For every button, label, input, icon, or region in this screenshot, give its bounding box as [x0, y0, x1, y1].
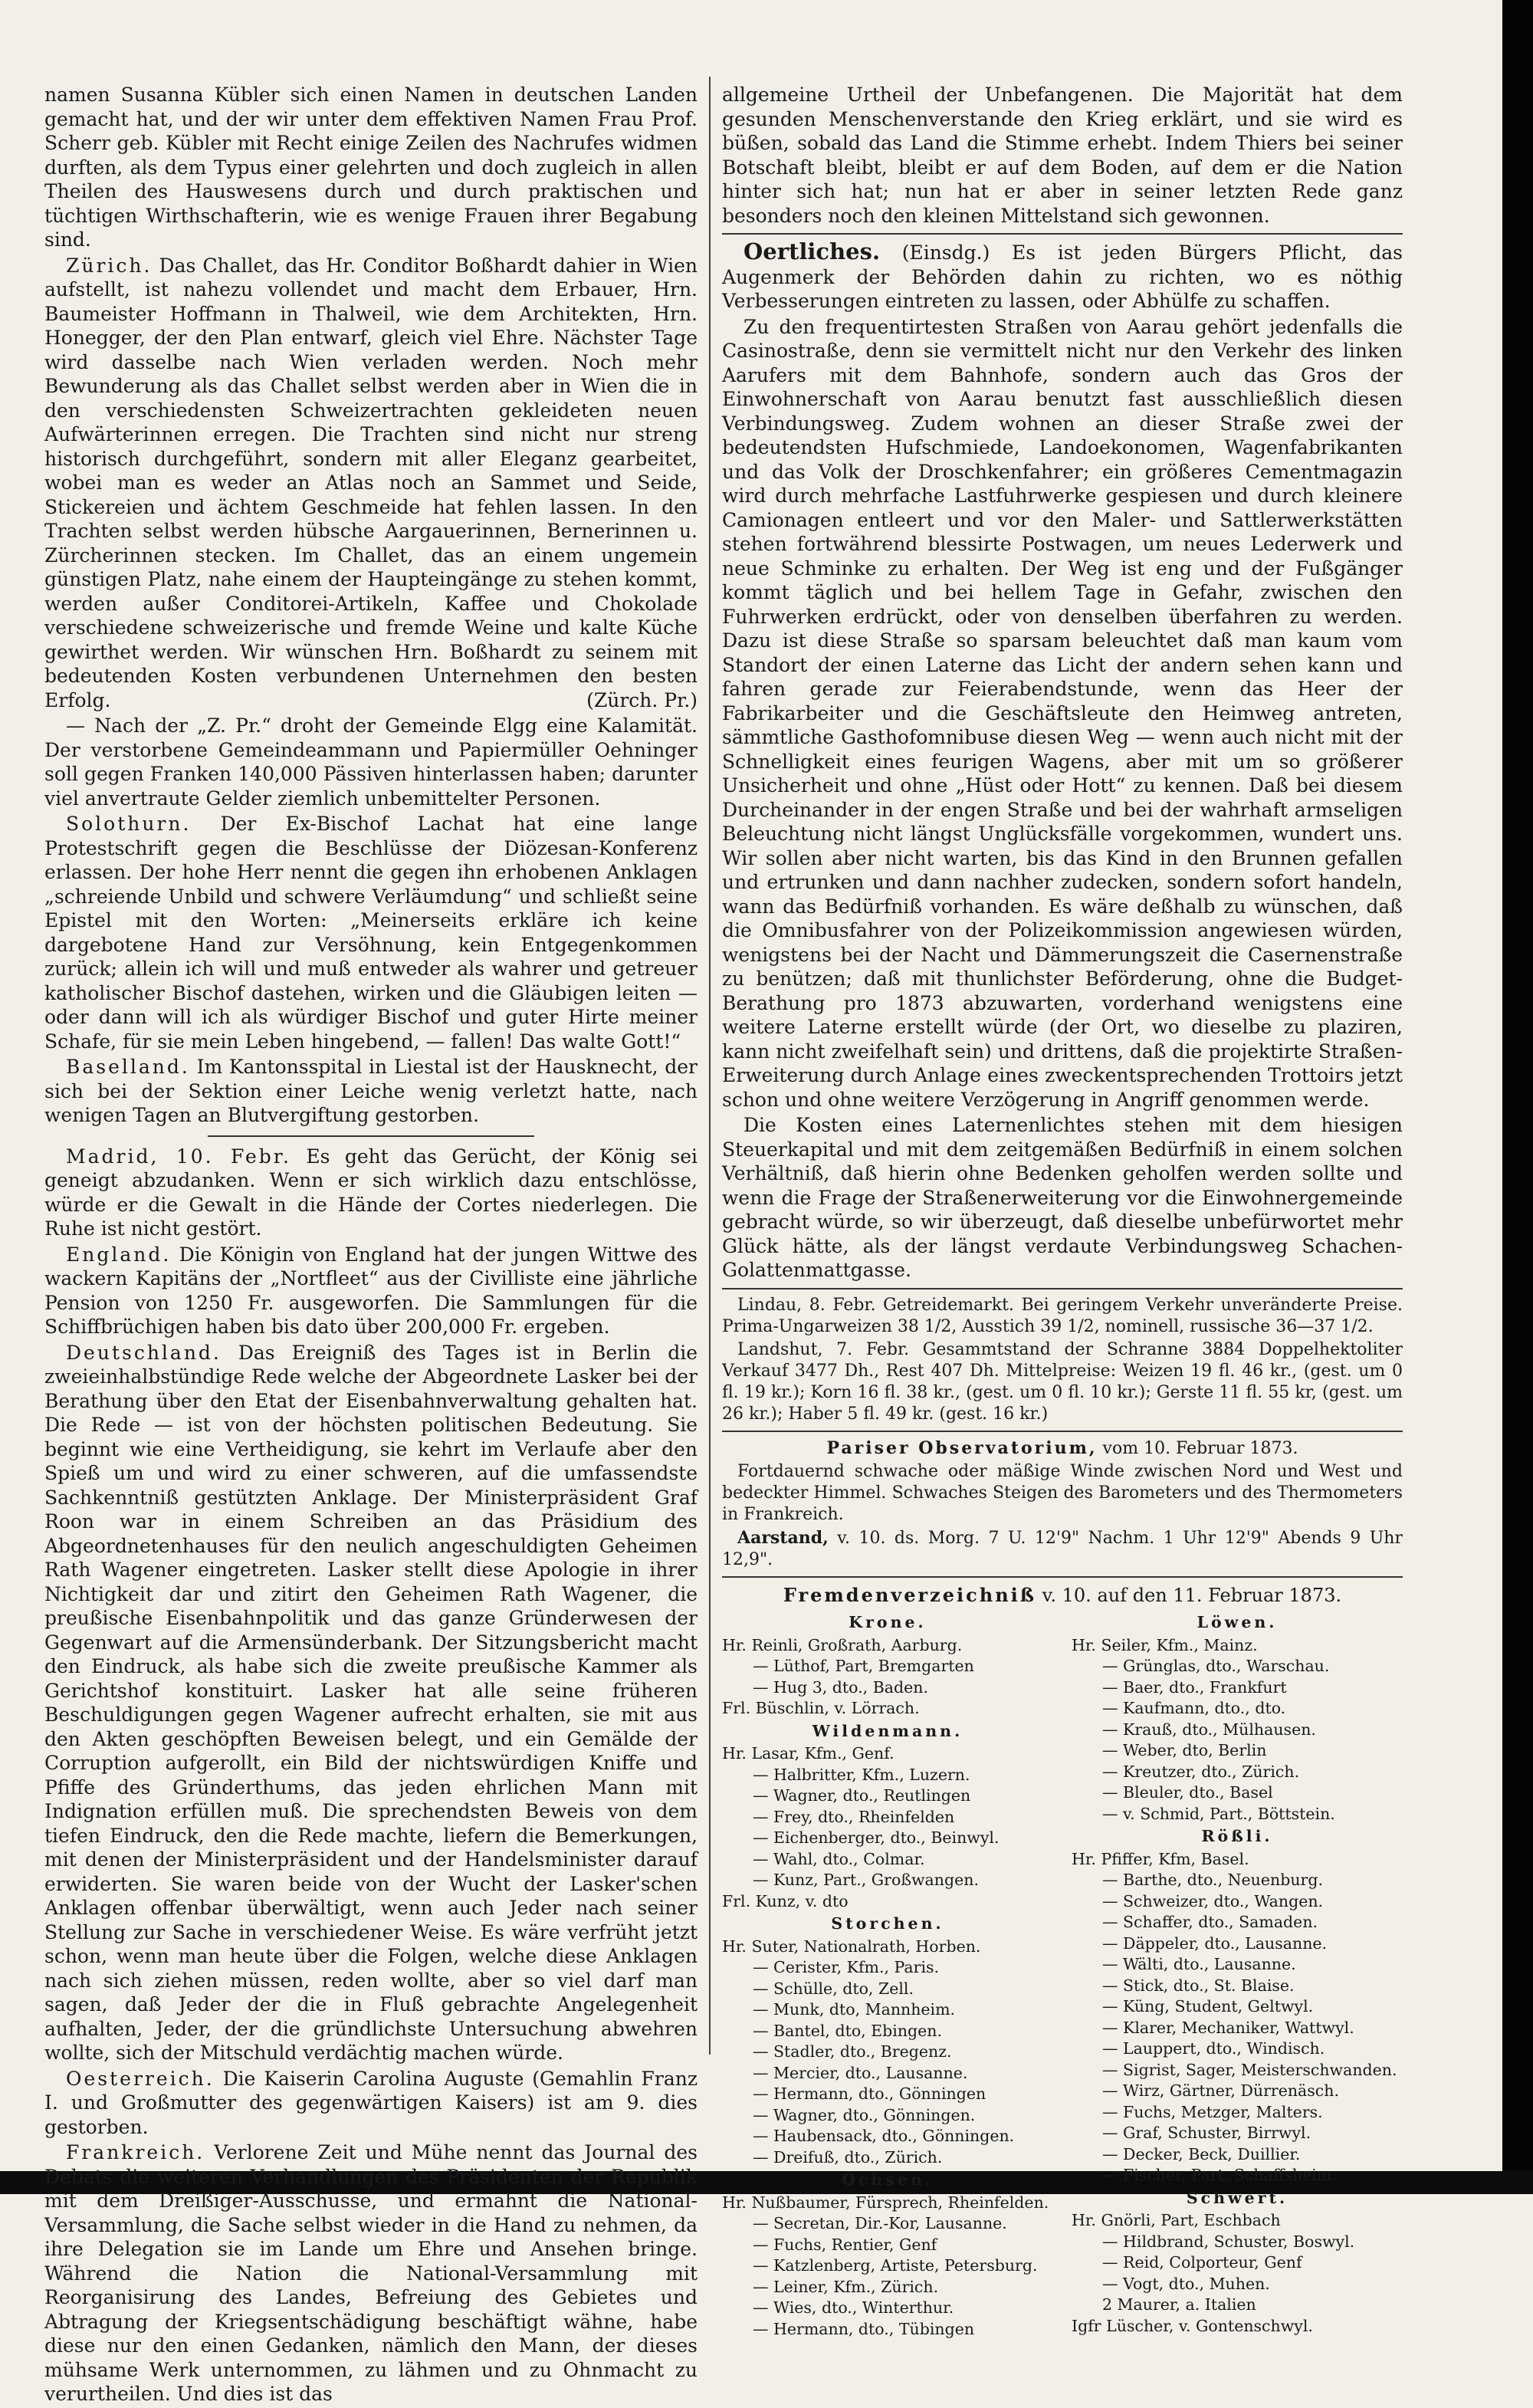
guest-entry: Hr. Lasar, Kfm., Genf. — [722, 1744, 895, 1762]
guest-entry: — Secretan, Dir.-Kor, Lausanne. — [753, 2214, 1007, 2232]
section-title-oertliches: Oertliches. — [744, 238, 881, 264]
article-frankreich: Frankreich. Verlorene Zeit und Mühe nennt das Journal des Debats die weiteren Verhandlungen des Präsidenten der Republik mit dem Dreißiger-Ausschusse, und ermahnt die National-Versammlung, die Sache selbst wieder in die Hand zu nehmen, da ihre Delegation sie im Lande um Ehre und Ansehen bringe. Während die Nation die National-Versammlung mit Reorganisirung des Landes, Befreiung des Gebietes und Abtragung der Kriegsentschädigung beschäftigt wähne, habe diese nur den einen Gedanken, nämlich den Mann, der dieses mühsame Werk unternommen, zu lähmen und zu Ohnmacht zu verurtheilen. Und dies ist das — [44, 2141, 698, 2405]
guest-entry: — Eichenberger, dto., Beinwyl. — [753, 1828, 1000, 1847]
guest-entry: — Kaufmann, dto., dto. — [1102, 1699, 1286, 1717]
dateline-england: England. — [66, 1243, 172, 1266]
guest-entry: — Decker, Beck, Duillier. — [1102, 2144, 1301, 2163]
guest-entry: — Schweizer, dto., Wangen. — [1102, 1891, 1324, 1910]
section-divider — [722, 1431, 1403, 1432]
hotel-name: Krone. — [849, 1613, 927, 1631]
guest-entry: Hr. Suter, Nationalrath, Horben. — [722, 1937, 981, 1956]
guest-entry: — Kreutzer, dto., Zürich. — [1102, 1762, 1300, 1781]
article-zurich: Zürich. Das Challet, das Hr. Conditor Boßhardt dahier in Wien aufstellt, ist nahezu vollendet und macht dem Erbauer, Hrn. Baumeister Hoffmann in Thalweil, wie dem Architekten, Hrn. Honegger, der den Plan entwarf, gleich viel Ehre. Nächster Tage wird dasselbe nach Wien verladen werden. Noch mehr Bewunderung als das Challet selbst werden aber in Wien die in den verschiedensten Schweizertrachten gekleideten neuen Aufwärterinnen erregen. Die Trachten sind nicht nur streng historisch durchgeführt, sondern mit aller Eleganz gearbeitet, wobei man es weder an Atlas noch an Sammet und Seide, Stickereien und ächtem Geschmeide hat fehlen lassen. In den Trachten selbst werden hübsche Aargauerinnen, Bernerinnen u. Zürcherinnen stecken. Im Challet, das an einem ungemein günstigen Platz, nahe einem der Haupteingänge zu stehen kommt, werden außer Conditorei-Artikeln, Kaffee und Chokolade verschiedene schweizerische und fremde Weine und kalte Küche gewirthet werden. Wir wünschen Hrn. Boßhardt zu seinem mit bedeutenden Kosten verbundenen Unternehmen den besten Erfolg. (Zürch. Pr.) — [44, 254, 698, 711]
section-divider — [208, 1135, 534, 1137]
article-solothurn: Solothurn. Der Ex-Bischof Lachat hat eine lange Protestschrift gegen die Beschlüsse der Diözesan-Konferenz erlassen. Der hohe Herr nennt die gegen ihn erhobenen Anklagen „schreiende Unbild und schwere Verläumdung“ und schließt seine Epistel mit den Worten: „Meinerseits erkläre ich keine dargebotene Hand zur Versöhnung, kein Entgegenkommen zurück; allein ich will und muß entweder als wahrer und getreuer katholischer Bischof dastehen, wirken und die Gläubigen leiten — oder dann will ich als würdiger Bischof und guter Hirte meiner Schafe, für sie mein Leben hingebend, — fallen! Das walte Gott!“ — [44, 813, 698, 1053]
guest-entry: — Lüthof, Part, Bremgarten — [753, 1657, 974, 1675]
guest-entry: — Hermann, dto., Tübingen — [753, 2319, 975, 2338]
column-divider — [709, 77, 711, 2055]
guest-entry: — Wahl, dto., Colmar. — [753, 1849, 925, 1868]
dateline-oesterreich: Oesterreich. — [66, 2067, 215, 2090]
guest-entry: — Barthe, dto., Neuenburg. — [1102, 1871, 1323, 1889]
hotel-name: Ochsen. — [842, 2170, 934, 2189]
article-oertliches: Oertliches. (Einsdg.) Es ist jeden Bürgers Pflicht, das Augenmerk der Behörden dahin zu richten, wo es nöthig Verbesserungen eintreten zu lassen, oder Abhülfe zu schaffen. — [722, 238, 1403, 312]
guest-entry: — Hug 3, dto., Baden. — [753, 1677, 928, 1697]
guest-entry: — Haubensack, dto., Gönningen. — [753, 2127, 1015, 2145]
section-divider — [722, 233, 1403, 235]
guest-entry: — Wagner, dto., Reutlingen — [753, 1786, 971, 1805]
observatory-date: vom 10. Februar 1873. — [1102, 1438, 1298, 1458]
guest-entry: — Schülle, dto, Zell. — [753, 1979, 914, 1998]
guest-entry: — Sigrist, Sager, Meisterschwanden. — [1102, 2060, 1397, 2079]
guest-entry: — Cerister, Kfm., Paris. — [753, 1958, 940, 1976]
guest-entry: — Grünglas, dto., Warschau. — [1102, 1657, 1330, 1675]
hotel-name: Rößli. — [1201, 1827, 1273, 1845]
dateline-madrid: Madrid, 10. Febr. — [66, 1145, 291, 1168]
hotel-name: Storchen. — [831, 1914, 944, 1933]
guest-entry: — Fuchs, Metzger, Malters. — [1102, 2102, 1323, 2121]
guest-entry: — Wagner, dto., Gönningen. — [753, 2105, 976, 2124]
guest-entry: — Kunz, Part., Großwangen. — [753, 1871, 979, 1889]
article-continuation-frankreich: allgemeine Urtheil der Unbefangenen. Die Majorität hat dem gesunden Menschenverstande den Krieg erklärt, und sie wird es büßen, sobald das Land die Stimme erhebt. Indem Thiers bei seiner Botschaft bleibt, bleibt er auf dem Boden, auf dem er die Nation hinter sich hat; nun hat er aber in seiner letzten Rede ganz besonders noch den kleinen Mittelstand sich gewonnen. — [722, 84, 1403, 227]
aarstand: Aarstand, v. 10. ds. Morg. 7 U. 12'9" Nachm. 1 Uhr 12'9" Abends 9 Uhr 12,9". — [722, 1527, 1403, 1569]
guest-entry: Igfr Lüscher, v. Gontenschwyl. — [1072, 2316, 1313, 2335]
guest-entry: Hr. Seiler, Kfm., Mainz. — [1072, 1635, 1258, 1654]
section-divider — [722, 1288, 1403, 1289]
dateline-solothurn: Solothurn. — [66, 813, 192, 835]
guest-entry: — Lauppert, dto., Windisch. — [1102, 2039, 1325, 2058]
guest-entry: — Fischer, Part. Schaffsheim. — [1102, 2166, 1337, 2184]
aarstand-label: Aarstand, — [737, 1527, 829, 1548]
guest-list-title: Fremdenverzeichniß v. 10. auf den 11. Februar 1873. — [783, 1583, 1342, 1606]
guest-entry: — Hermann, dto., Gönningen — [753, 2084, 986, 2103]
guest-entry: — Baer, dto., Frankfurt — [1102, 1677, 1287, 1697]
article-continuation: namen Susanna Kübler sich einen Namen in deutschen Landen gemacht hat, und der wir unter dem effektiven Namen Frau Prof. Scherr geb. Kübler mit Recht einige Zeilen des Nachrufes widmen durften, als dem Typus einer gelehrten und doch zugleich in allen Theilen des Hauswesens durch und durch praktischen und tüchtigen Wirthschafterin, wie es wenige Frauen ihrer Begabung sind. — [44, 84, 698, 251]
guest-entry: — Reid, Colporteur, Genf — [1102, 2253, 1302, 2272]
left-column — [44, 83, 698, 2408]
article-oertliches-end: Die Kosten eines Laternenlichtes stehen mit dem hiesigen Steuerkapital und mit dem zeitgemäßen Bedürfniß in einem solchen Verhältniß, daß hierin ohne Bedenken geholfen werden sollte und wenn die Frage der Straßenerweiterung vor die Einwohnergemeinde gebracht würde, so wir überzeugt, daß dieselbe unbefürwortet mehr Glück hätte, als der längst verdaute Verbindungsweg Schachen-Golattenmattgasse. — [722, 1114, 1403, 1281]
guest-entry: 2 Maurer, a. Italien — [1102, 2295, 1256, 2314]
guest-entry: Frl. Kunz, v. dto — [722, 1891, 849, 1910]
guest-entry: — Frey, dto., Rheinfelden — [753, 1807, 955, 1826]
hotel-name: Schwert. — [1186, 2188, 1288, 2207]
market-reports — [722, 1295, 1403, 1425]
guest-entry: — Graf, Schuster, Birrwyl. — [1102, 2124, 1311, 2142]
section-divider — [722, 1576, 1403, 1578]
article-elgg: — Nach der „Z. Pr.“ droht der Gemeinde Elgg eine Kalamität. Der verstorbene Gemeindeammann und Papiermüller Oehninger soll gegen Franken 140,000 Pässiven hinterlassen haben; darunter viel anvertraute Gelder ziemlich unbemittelter Personen. — [44, 715, 698, 810]
guest-entry: — Fuchs, Rentier, Genf — [753, 2235, 937, 2254]
guest-entry: — Hildbrand, Schuster, Boswyl. — [1102, 2232, 1355, 2251]
guest-entry: — Küng, Student, Geltwyl. — [1102, 1997, 1314, 2015]
guest-entry: — Munk, dto, Mannheim. — [753, 2000, 956, 2019]
guest-list — [722, 1611, 1403, 2340]
guest-entry: — Stadler, dto., Bregenz. — [753, 2042, 952, 2061]
guest-list-right — [1072, 1611, 1403, 2340]
scan-edge-right — [1502, 0, 1533, 2194]
guest-entry: — Leiner, Kfm., Zürich. — [753, 2277, 939, 2296]
market-landshut: Landshut, 7. Febr. Gesammtstand der Schranne 3884 Doppelhektoliter Verkauf 3477 Dh., Rest 407 Dh. Mittelpreise: Weizen 19 fl. 46 kr., (gest. um 0 fl. 19 kr.); Korn 16 fl. 38 kr., (gest. um 0 fl. 10 kr.); Gerste 11 fl. 55 kr, (gest. um 26 kr.); Haber 5 fl. 49 kr. (gest. 16 kr.) — [722, 1339, 1403, 1424]
market-lindau: Lindau, 8. Febr. Getreidemarkt. Bei geringem Verkehr unveränderte Preise. Prima-Ungarweizen 38 1/2, Ausstich 39 1/2, nominell, russische 36—37 1/2. — [722, 1295, 1403, 1336]
guest-entry: — Wälti, dto., Lausanne. — [1102, 1955, 1296, 1973]
observatory-report — [722, 1437, 1403, 1571]
guest-entry: Hr. Pfiffer, Kfm, Basel. — [1072, 1849, 1249, 1868]
guest-entry: Hr. Gnörli, Part, Eschbach — [1072, 2211, 1281, 2229]
guest-entry: Hr. Nußbaumer, Fürsprech, Rheinfelden. — [722, 2193, 1049, 2212]
hotel-name: Wildenmann. — [812, 1721, 963, 1740]
guest-entry: — Wirz, Gärtner, Dürrenäsch. — [1102, 2081, 1339, 2100]
guest-entry: — Krauß, dto., Mülhausen. — [1102, 1720, 1316, 1739]
guest-entry: — Bleuler, dto., Basel — [1102, 1783, 1273, 1802]
dateline-deutschland: Deutschland. — [66, 1341, 222, 1364]
guest-entry: — Mercier, dto., Lausanne. — [753, 2063, 968, 2082]
guest-entry: — Katzlenberg, Artiste, Petersburg. — [753, 2256, 1038, 2275]
observatory-text: Fortdauernd schwache oder mäßige Winde zwischen Nord und West und bedeckter Himmel. Schwaches Steigen des Barometers und des Thermometers in Frankreich. — [722, 1461, 1403, 1524]
guest-entry: — Vogt, dto., Muhen. — [1102, 2274, 1270, 2293]
guest-entry: — Däppeler, dto., Lausanne. — [1102, 1933, 1328, 1953]
guest-list-left — [722, 1611, 1053, 2340]
article-deutschland: Deutschland. Das Ereigniß des Tages ist in Berlin die zweieinhalbstündige Rede welche der Abgeordnete Lasker bei der Berathung über den Etat der Eisenbahnverwaltung gehalten hat. Die Rede — ist von der höchsten politischen Bedeutung. Sie beginnt wie eine Vertheidigung, sie kehrt im Verlaufe aber den Spieß um und wird zu einer schweren, auf die umfassendste Sachkenntniß gestützten Anklage. Der Ministerpräsident Graf Roon war in einem Schreiben an das Präsidium des Abgeordnetenhauses für den neulich angeschuldigten Geheimen Rath Wagener eingetreten. Lasker stellt diese Apologie in ihrer Nichtigkeit dar und zitirt den Geheimen Rath Wagener, die preußische Eisenbahnpolitik und das ganze Gründerwesen der Gegenwart auf die Armensünderbank. Der Sitzungsbericht macht den Eindruck, als habe sich die zweite preußische Kammer als Gerichtshof konstituirt. Lasker hat alle seine früheren Beschuldigungen gegen Wagener aufrecht erhalten, sie mit aus den Akten geschöpften Beweisen belegt, und ein Gemälde der Corruption aufgerollt, ein Bild der nichtswürdigen Kniffe und Pfiffe des Gründerthums, das jeden ehrlichen Mann mit Indignation erfüllen muß. Die sprechendsten Beweis von dem tiefen Eindruck, den die Rede machte, liefern die Bemerkungen, mit denen der Ministerpräsident und der Handelsminister darauf erwiderten. Sie waren beide von der Wucht der Lasker'schen Anklagen offenbar überwältigt, wenn auch Jeder nach seiner Stellung zur Sache in verschiedener Weise. Es wäre verfrüht jetzt schon, wenn man heute über die Folgen, welche diese Anklagen nach sich ziehen müssen, reden wollte, aber so viel darf man sagen, daß Jeder der die in Fluß gebrachte Angelegenheit aufhalten, Jeder, der die gründlichste Untersuchung abwehren wollte, sich der Mitschuld verdächtig machen würde. — [44, 1341, 698, 2064]
guest-entry: — Stick, dto., St. Blaise. — [1102, 1976, 1295, 1995]
source-note: (Zürch. Pr.) — [586, 688, 698, 711]
guest-entry: — Klarer, Mechaniker, Wattwyl. — [1102, 2018, 1354, 2037]
guest-entry: Frl. Büschlin, v. Lörrach. — [722, 1699, 920, 1717]
guest-entry: — Halbritter, Kfm., Luzern. — [753, 1765, 970, 1784]
article-england: England. Die Königin von England hat der jungen Wittwe des wackern Kapitäns der „Nortfleet“ aus der Civilliste eine jährliche Pension von 1250 Fr. ausgeworfen. Die Sammlungen für die Schiffbrüchigen haben bis dato über 200,000 Fr. ergeben. — [44, 1243, 698, 1338]
guest-entry: — Weber, dto, Berlin — [1102, 1741, 1267, 1759]
guest-entry: — Wies, dto., Winterthur. — [753, 2298, 954, 2317]
guest-entry: — Schaffer, dto., Samaden. — [1102, 1913, 1318, 1931]
dateline-zurich: Zürich. — [66, 254, 153, 277]
guest-entry: Hr. Reinli, Großrath, Aarburg. — [722, 1635, 963, 1654]
observatory-title: Pariser Observatorium, — [826, 1437, 1098, 1458]
hotel-name: Löwen. — [1197, 1613, 1278, 1631]
dateline-frankreich: Frankreich. — [66, 2141, 205, 2163]
guest-entry: — v. Schmid, Part., Böttstein. — [1102, 1804, 1335, 1823]
article-oesterreich: Oesterreich. Die Kaiserin Carolina Auguste (Gemahlin Franz I. und Großmutter des gegenwärtigen Kaisers) ist am 9. dies gestorben. — [44, 2067, 698, 2138]
dateline-baselland: Baselland. — [66, 1056, 190, 1078]
guest-entry: — Dreifuß, dto., Zürich. — [753, 2147, 943, 2167]
guest-entry: — Bantel, dto, Ebingen. — [753, 2021, 943, 2040]
article-oertliches-body: Zu den frequentirtesten Straßen von Aarau gehört jedenfalls die Casinostraße, denn sie vermittelt nicht nur den Verkehr des linken Aarufers mit dem Bahnhofe, sondern auch das Gros der Einwohnerschaft von Aarau benutzt fast ausschließlich diesen Verbindungsweg. Zudem wohnen an dieser Straße zwei der bedeutendsten Hufschmiede, Landoekonomen, Wagenfabrikanten und das Volk der Droschkenfahrer; ein größeres Cementmagazin wird durch mehrfache Lastfuhrwerke gespiesen und durch kleinere Camionagen entleert und vor den Maler- und Sattlerwerkstätten stehen fortwährend blessirte Postwagen, um neues Lederwerk und neue Schminke zu erhalten. Der Weg ist eng und der Fußgänger kommt täglich und bei hellem Tage in Gefahr, zwischen den Fuhrwerken erdrückt, oder von denselben überfahren zu werden. Dazu ist diese Straße so sparsam beleuchtet daß man kaum vom Standort der einen Laterne das Licht der andern sehen kann und fahren gerade zur Feierabendstunde, wenn das Heer der Fabrikarbeiter und die Geschäftsleute den Heimweg antreten, sämmtliche Gasthofomnibuse diesen Weg — wenn auch nicht mit der Schnelligkeit eines feurigen Wagens, aber mit um so größerer Unsicherheit und ohne „Hüst oder Hott“ zu kennen. Daß bei diesem Durcheinander in der engen Straße und bei der wahrhaft armseligen Beleuchtung nicht längst Unglücksfälle vorgekommen, wundert uns. Wir sollen aber nicht warten, bis das Kind in den Brunnen gefallen und ertrunken und dann nachher zudecken, sondern sofort handeln, wann das Bedürfniß vorhanden. Es wäre deßhalb zu wünschen, daß die Omnibusfahrer von der Polizeikommission angewiesen würden, wenigstens bei der Nacht und Dämmerungszeit die Casernenstraße zu benützen; daß mit thunlichster Beförderung, ohne die Budget-Berathung pro 1873 abzuwarten, vorderhand wenigstens eine weitere Laterne erstellt würde (der Ort, wo dieselbe zu plaziren, kann nicht zweifelhaft sein) und drittens, daß die projektirte Straßen-Erweiterung durch Anlage eines zweckentsprechenden Trottoirs jetzt schon und ohne weitere Verzögerung in Angriff genommen werde. — [722, 315, 1403, 1111]
right-column — [722, 83, 1403, 2340]
article-madrid: Madrid, 10. Febr. Es geht das Gerücht, der König sei geneigt abzudanken. Wenn er sich wirklich dazu entschlösse, würde er die Gewalt in die Hände der Cortes niederlegen. Die Ruhe ist nicht gestört. — [44, 1145, 698, 1240]
article-baselland: Baselland. Im Kantonsspital in Liestal ist der Hausknecht, der sich bei der Sektion einer Leiche wenig verletzt hatte, nach wenigen Tagen an Blutvergiftung gestorben. — [44, 1056, 698, 1126]
